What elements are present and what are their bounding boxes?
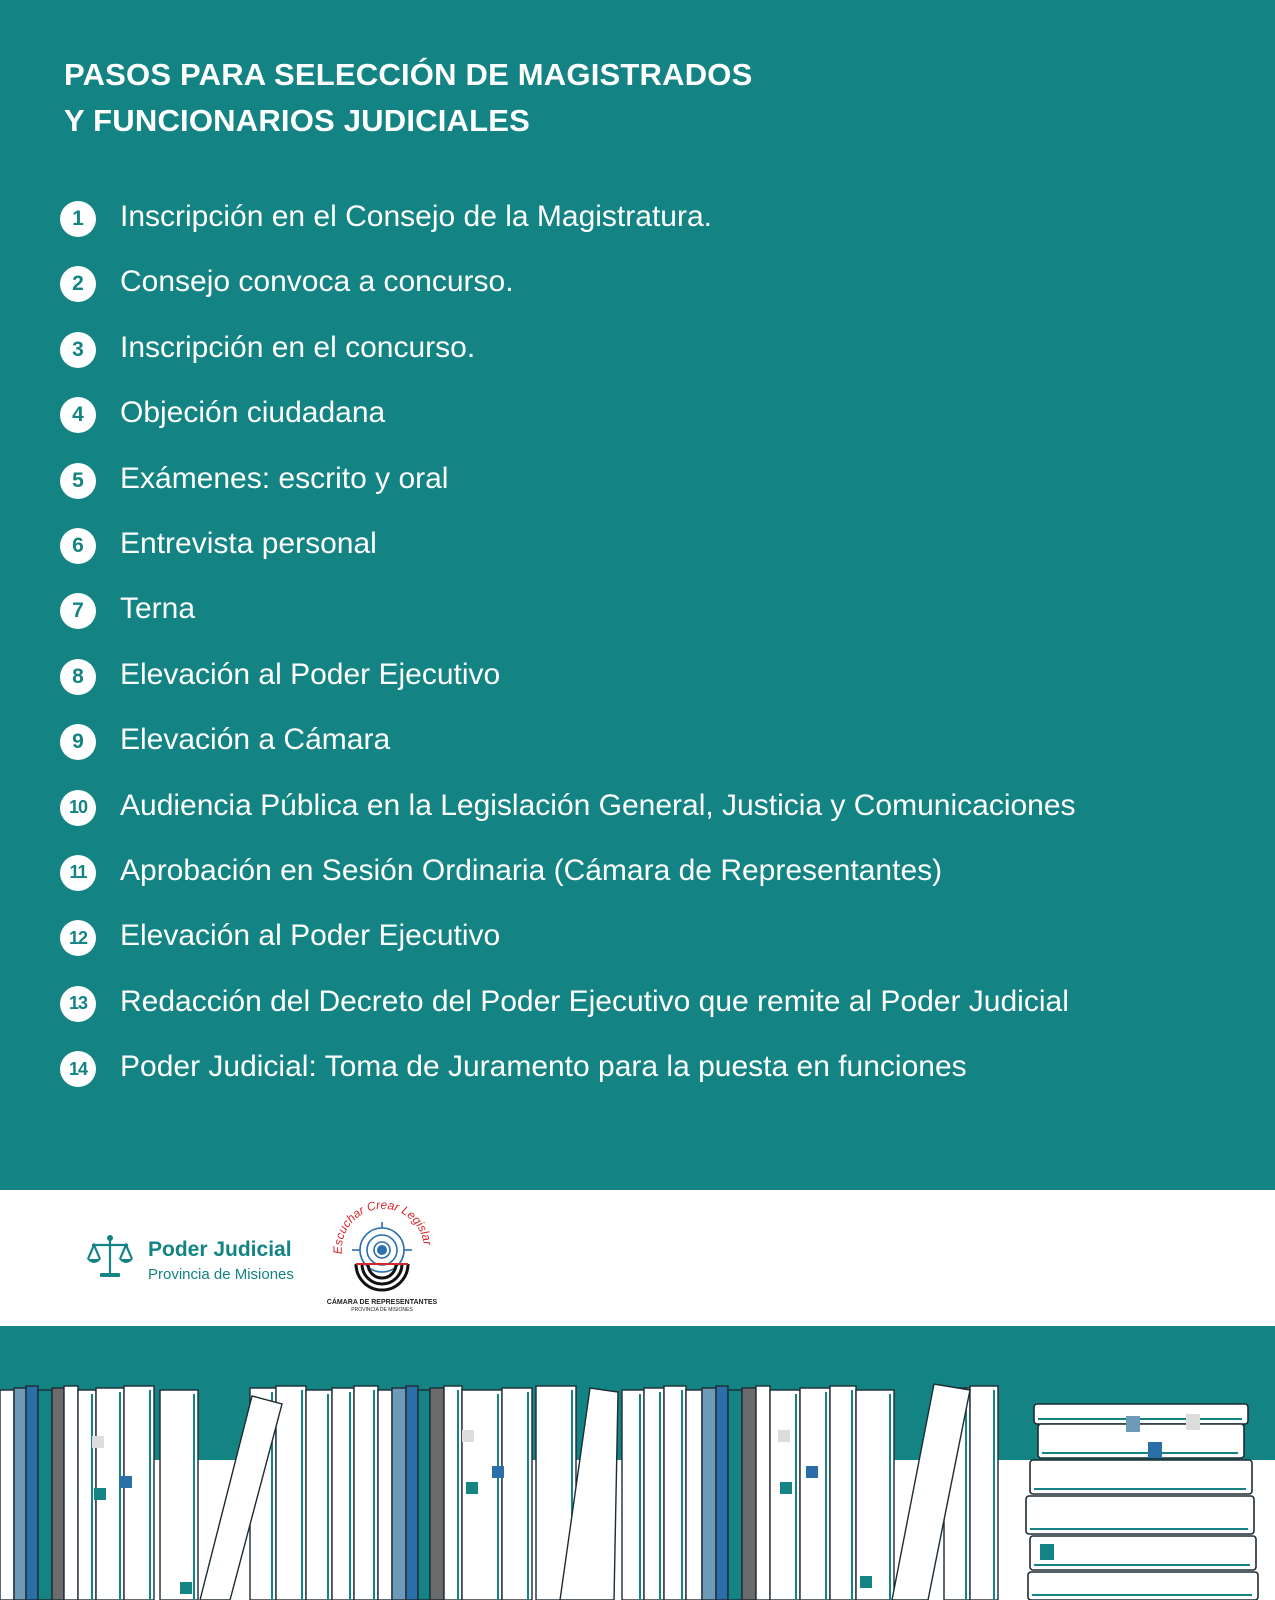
- step-text: Consejo convoca a concurso.: [120, 265, 514, 299]
- book-spine: [14, 1388, 26, 1600]
- book-spine: [702, 1388, 716, 1600]
- bookshelf-illustration: [0, 1326, 1275, 1600]
- step-text: Inscripción en el concurso.: [120, 330, 476, 364]
- step-text: Audiencia Pública en la Legislación General, Justicia y Comunicaciones: [120, 788, 1076, 822]
- book-spine: [856, 1390, 894, 1600]
- step-number-badge: 2: [60, 266, 96, 302]
- step-item: [60, 654, 1076, 719]
- bookmark-tab: [492, 1466, 504, 1478]
- book-spine: [78, 1390, 96, 1600]
- step-number-badge: 7: [60, 593, 96, 629]
- step-text: Aprobación en Sesión Ordinaria (Cámara de Representantes): [120, 853, 943, 887]
- poder-judicial-subtitle: Provincia de Misiones: [148, 1266, 294, 1283]
- title-line-1: PASOS PARA SELECCIÓN DE MAGISTRADOS: [64, 57, 753, 92]
- title-line-2: Y FUNCIONARIOS JUDICIALES: [64, 103, 531, 138]
- step-number-badge: 3: [60, 332, 96, 368]
- step-number-badge: 5: [60, 463, 96, 499]
- step-text: Poder Judicial: Toma de Juramento para la puesta en funciones: [120, 1050, 967, 1084]
- step-number-badge: 6: [60, 528, 96, 564]
- stacked-book-tab: [1148, 1442, 1162, 1458]
- steps-list: [60, 196, 1076, 1111]
- step-text: Elevación al Poder Ejecutivo: [120, 919, 501, 953]
- book-spine: [64, 1386, 78, 1600]
- step-number-badge: 1: [60, 201, 96, 237]
- book-spine: [392, 1388, 406, 1600]
- step-text: Entrevista personal: [120, 526, 377, 560]
- bookmark-tab: [780, 1482, 792, 1494]
- book-spine: [418, 1390, 430, 1600]
- book-spine: [38, 1390, 52, 1600]
- bookmark-tab: [92, 1436, 104, 1448]
- bookmark-tab: [806, 1466, 818, 1478]
- step-item: [60, 392, 1076, 457]
- page-title: [64, 52, 753, 144]
- book-spine: [728, 1390, 742, 1600]
- book-spine: [686, 1390, 702, 1600]
- stacked-book: [1034, 1404, 1248, 1424]
- logo-band: [0, 1190, 1275, 1326]
- step-item: [60, 523, 1076, 588]
- book-spine: [444, 1386, 462, 1600]
- step-item: [60, 719, 1076, 784]
- book-spine: [52, 1388, 64, 1600]
- step-number-badge: 11: [60, 855, 96, 891]
- poder-judicial-name: Poder Judicial: [148, 1238, 292, 1261]
- camara-slogan: Escuchar Crear Legislar: [330, 1197, 435, 1255]
- stacked-book-tab: [1186, 1414, 1200, 1430]
- book-spine: [378, 1390, 392, 1600]
- step-item: [60, 785, 1076, 850]
- book-spine: [756, 1386, 770, 1600]
- step-number-badge: 10: [60, 790, 96, 826]
- bookmark-tab: [778, 1430, 790, 1442]
- camara-name: CÁMARA DE REPRESENTANTES: [326, 1299, 438, 1306]
- step-item: [60, 327, 1076, 392]
- bookmark-tab: [180, 1582, 192, 1594]
- step-item: [60, 1046, 1076, 1111]
- book-spine: [0, 1390, 14, 1600]
- step-item: [60, 196, 1076, 261]
- book-spine: [716, 1386, 728, 1600]
- step-text: Redacción del Decreto del Poder Ejecutivo que remite al Poder Judicial: [120, 984, 1069, 1018]
- step-number-badge: 8: [60, 659, 96, 695]
- step-item: [60, 458, 1076, 523]
- bookmark-tab: [120, 1476, 132, 1488]
- book-spine: [26, 1386, 38, 1600]
- step-item: [60, 915, 1076, 980]
- book-spine: [742, 1388, 756, 1600]
- bookmark-tab: [462, 1430, 474, 1442]
- step-item: [60, 261, 1076, 326]
- camara-emblem-icon: [320, 1194, 446, 1298]
- step-text: Inscripción en el Consejo de la Magistratura.: [120, 200, 712, 233]
- scales-icon: [86, 1234, 134, 1280]
- book-spine: [160, 1390, 198, 1600]
- stacked-book-tab: [1126, 1416, 1140, 1432]
- stacked-book-tab: [1040, 1544, 1054, 1560]
- step-text: Elevación al Poder Ejecutivo: [120, 657, 501, 691]
- bookmark-tab: [466, 1482, 478, 1494]
- step-number-badge: 9: [60, 724, 96, 760]
- step-text: Exámenes: escrito y oral: [120, 461, 449, 495]
- step-number-badge: 12: [60, 920, 96, 956]
- step-text: Elevación a Cámara: [120, 723, 391, 757]
- step-item: [60, 850, 1076, 915]
- step-number-badge: 13: [60, 986, 96, 1022]
- step-number-badge: 14: [60, 1051, 96, 1087]
- step-text: Terna: [120, 592, 196, 626]
- bookmark-tab: [94, 1488, 106, 1500]
- book-spine: [430, 1388, 444, 1600]
- step-item: [60, 588, 1076, 653]
- book-spine: [406, 1386, 418, 1600]
- step-number-badge: 4: [60, 397, 96, 433]
- camara-province: PROVINCIA DE MISIONES: [351, 1307, 413, 1313]
- bookmark-tab: [860, 1576, 872, 1588]
- step-text: Objeción ciudadana: [120, 396, 386, 430]
- step-item: [60, 981, 1076, 1046]
- book-spine: [462, 1390, 502, 1600]
